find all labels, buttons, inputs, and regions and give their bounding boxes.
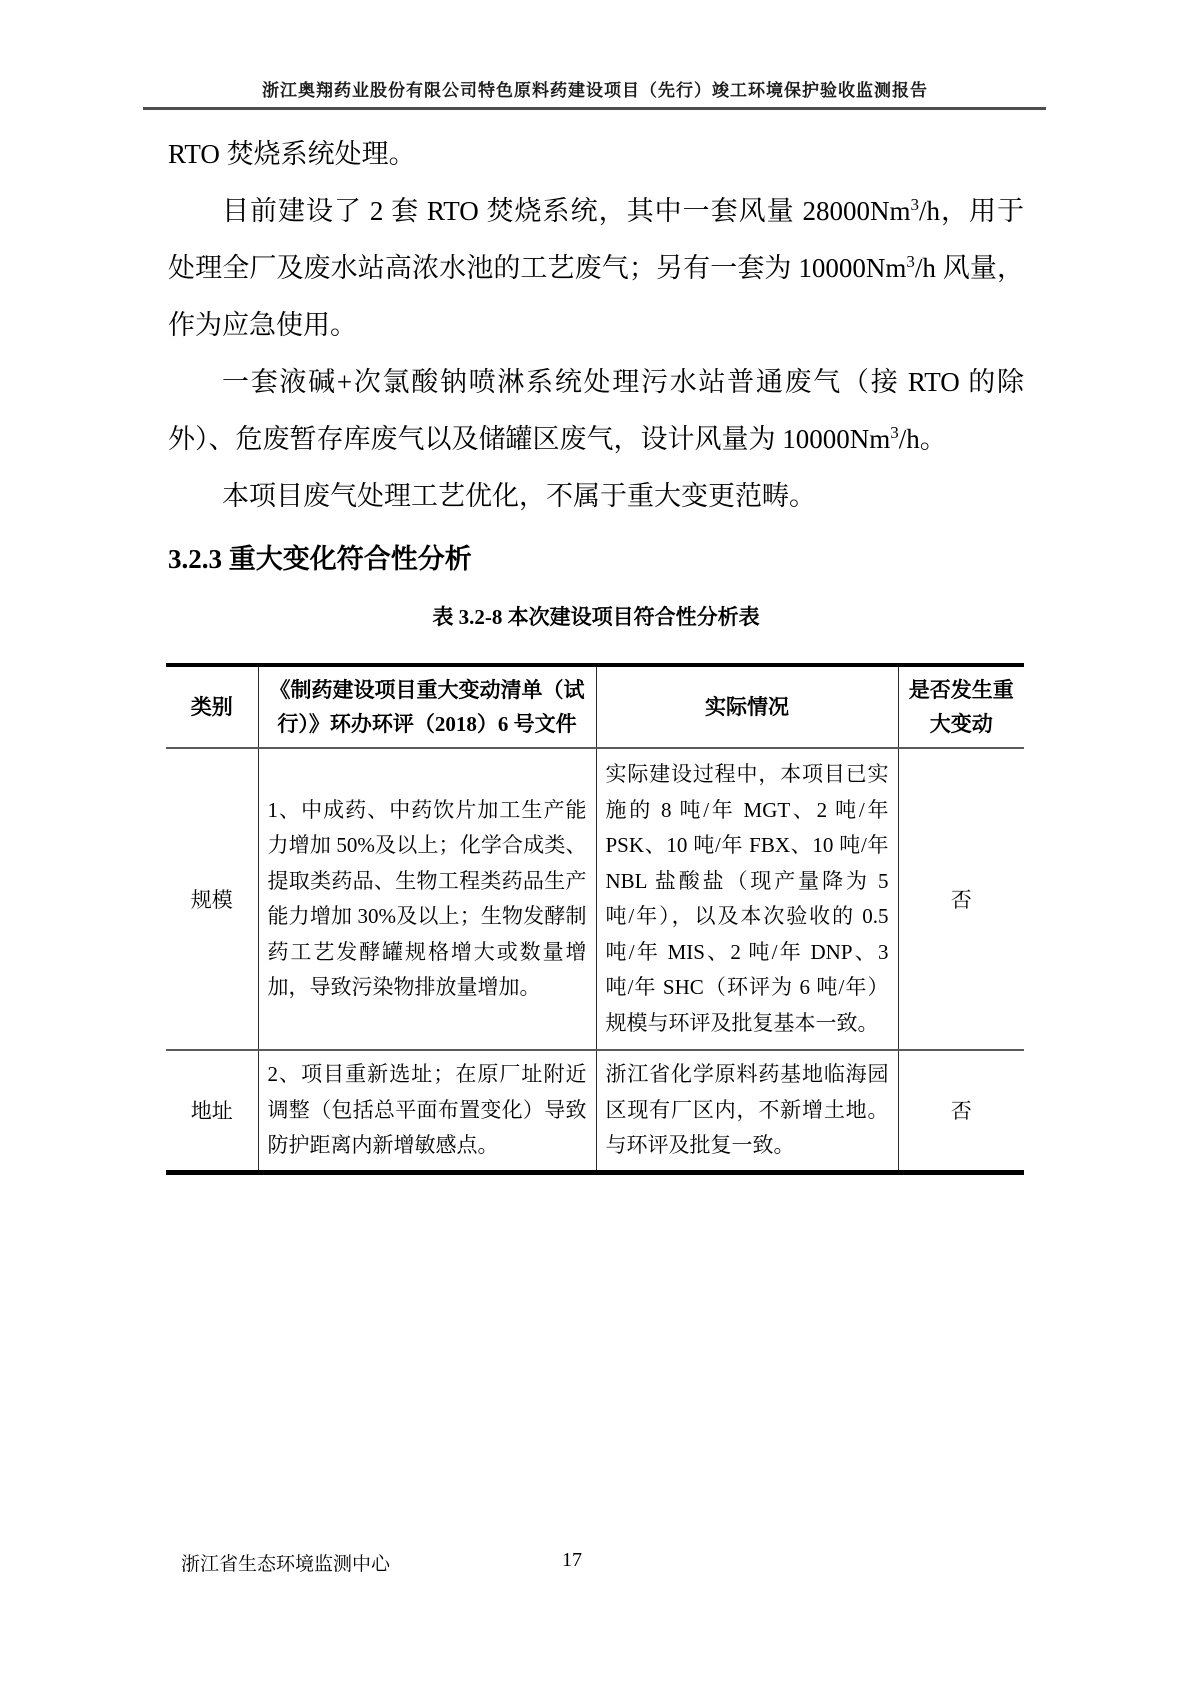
header-category: 类别 xyxy=(166,665,258,748)
cell-category: 地址 xyxy=(166,1050,258,1172)
cell-actual: 浙江省化学原料药基地临海园区现有厂区内，不新增土地。与环评及批复一致。 xyxy=(596,1050,898,1172)
paragraph-spray-system xyxy=(168,354,1024,468)
header-major-change: 是否发生重大变动 xyxy=(898,665,1024,748)
superscript: 3 xyxy=(890,423,899,442)
table-title: 表 3.2-8 本次建设项目符合性分析表 xyxy=(432,605,760,629)
compliance-table xyxy=(166,663,1024,1175)
footer-organization: 浙江省生态环境监测中心 xyxy=(181,1554,391,1575)
cell-requirement: 1、中成药、中药饮片加工生产能力增加 50%及以上；化学合成类、提取类药品、生物工程类药品生产能力增加 30%及以上；生物发酵制药工艺发酵罐规格增大或数量增加，导致污染物排放量增加。 xyxy=(258,748,596,1050)
cell-major-change: 否 xyxy=(898,1050,1024,1172)
table-header-row xyxy=(166,665,1024,748)
paragraph-conclusion xyxy=(168,468,1024,525)
superscript: 3 xyxy=(906,252,915,271)
superscript: 3 xyxy=(910,195,919,214)
header-requirement: 《制药建设项目重大变动清单（试行）》环办环评（2018）6 号文件 xyxy=(258,665,596,748)
paragraph-text: /h 风量，作为应急使用。 xyxy=(168,253,1024,340)
table-row-address xyxy=(166,1050,1024,1172)
paragraph-text: /h。 xyxy=(898,424,947,454)
running-header: 浙江奥翔药业股份有限公司特色原料药建设项目（先行）竣工环境保护验收监测报告 xyxy=(262,81,928,100)
paragraph-text: 目前建设了 2 套 RTO 焚烧系统，其中一套风量 28000Nm xyxy=(222,196,911,226)
cell-actual: 实际建设过程中，本项目已实施的 8 吨/年 MGT、2 吨/年 PSK、10 吨/年 FBX、10 吨/年 NBL 盐酸盐（现产量降为 5 吨/年），以及本次验收的 0.5 吨/年 MIS、2 吨/年 DNP、3 吨/年 SHC（环评为 6 吨/年）规模与环评及批复基本一致。 xyxy=(596,748,898,1050)
paragraph-text: /h，用于处理全厂及废水站高浓水池的工艺废气；另有一套为 10000Nm xyxy=(168,196,1024,283)
paragraph-text: 本项目废气处理工艺优化，不属于重大变更范畴。 xyxy=(222,481,816,511)
section-heading: 3.2.3 重大变化符合性分析 xyxy=(168,544,472,574)
paragraph-text: 一套液碱+次氯酸钠喷淋系统处理污水站普通废气（接 RTO 的除外）、危废暂存库废气以及储罐区废气，设计风量为 10000Nm xyxy=(168,367,1024,454)
header-actual: 实际情况 xyxy=(596,665,898,748)
paragraph-text: RTO 焚烧系统处理。 xyxy=(168,139,416,169)
table-row-scale xyxy=(166,748,1024,1050)
page-content xyxy=(168,126,1024,1175)
cell-major-change: 否 xyxy=(898,748,1024,1050)
cell-requirement: 2、项目重新选址；在原厂址附近调整（包括总平面布置变化）导致防护距离内新增敏感点。 xyxy=(258,1050,596,1172)
footer-page-number: 17 xyxy=(562,1549,582,1571)
paragraph-rto-systems xyxy=(168,183,1024,354)
paragraph-rto xyxy=(168,126,1024,183)
header-rule xyxy=(143,107,1046,110)
cell-category: 规模 xyxy=(166,748,258,1050)
